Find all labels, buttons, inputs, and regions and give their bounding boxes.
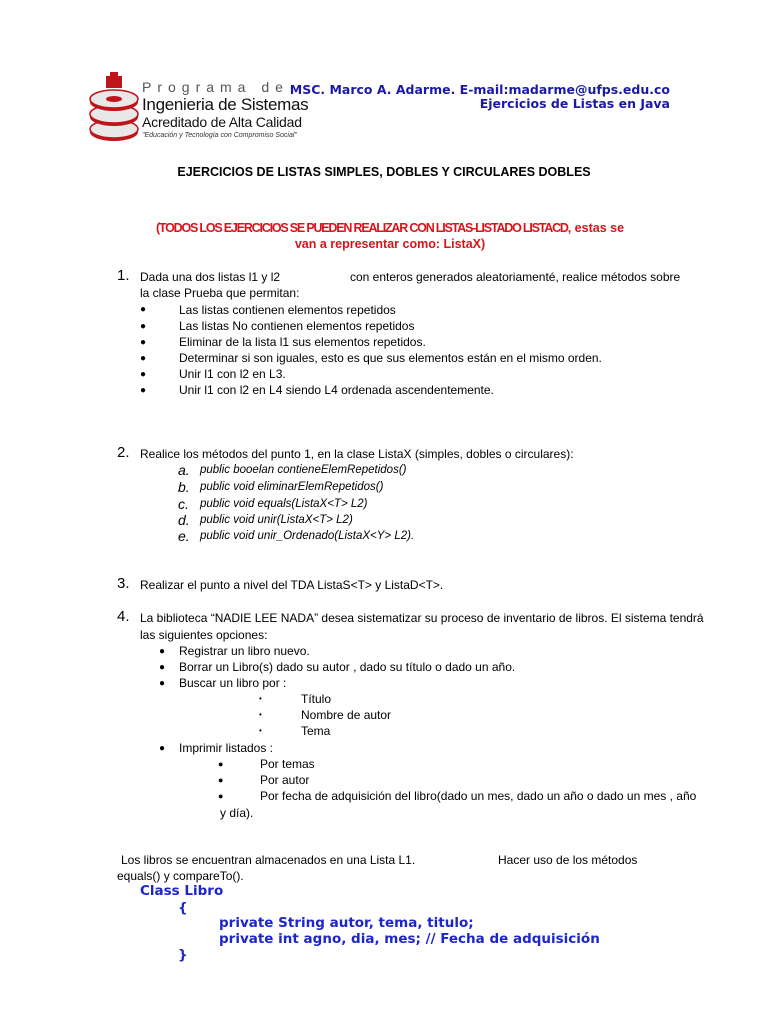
- code-open-brace: {: [178, 900, 188, 916]
- logo-program-name: Ingenieria de Sistemas: [142, 95, 309, 114]
- ex2-letter: c.: [178, 496, 189, 512]
- ex1-item: Las listas No contienen elementos repetidos: [179, 319, 415, 333]
- code-class-line: Class Libro: [140, 883, 224, 899]
- bullet-icon: ●: [159, 662, 166, 673]
- disk-stack-icon: [86, 70, 142, 150]
- bullet-icon: ●: [140, 304, 147, 315]
- note-line2: van a representar como: ListaX): [294, 237, 486, 251]
- ex2-method: public void eliminarElemRepetidos(): [200, 481, 384, 493]
- code-field1: private String autor, tema, titulo;: [219, 915, 474, 931]
- small-bullet-icon: •: [259, 710, 262, 719]
- ex1-item: Unir l1 con l2 en L3.: [179, 367, 286, 381]
- subject-line: Ejercicios de Listas en Java: [479, 96, 670, 111]
- ex1-intro-b: con enteros generados aleatoriamenté, realice métodos sobre: [350, 270, 681, 284]
- note-part1: (TODOS LOS EJERCICIOS SE PUEDEN REALIZAR CON LISTAS-LISTADO LISTACD: [155, 221, 568, 235]
- bullet-icon: ●: [140, 385, 147, 396]
- ex1-intro-a: Dada una dos listas l1 y l2: [140, 270, 281, 284]
- logo-accreditation: Acreditado de Alta Calidad: [142, 114, 302, 130]
- note-block: [90, 220, 690, 252]
- logo-slogan: "Educación y Tecnología con Compromiso Social": [142, 132, 297, 139]
- ex2-letter: e.: [178, 528, 190, 544]
- bullet-icon: ●: [140, 321, 147, 332]
- ex2-method: public void equals(ListaX<T> L2): [200, 498, 368, 510]
- ex4-option: Registrar un libro nuevo.: [179, 644, 310, 658]
- ex2-method: public void unir_Ordenado(ListaX<Y> L2).: [200, 530, 415, 542]
- logo-program-label: Programa de: [142, 79, 289, 95]
- ex2-letter: d.: [178, 512, 190, 528]
- bullet-icon: ●: [218, 775, 224, 785]
- ex1-item: Eliminar de la lista l1 sus elementos repetidos.: [179, 335, 426, 349]
- ex4-intro-a: La biblioteca “NADIE LEE NADA” desea sistematizar su proceso de inventario de libros. El sistema tendrá: [140, 611, 704, 625]
- closing-line1a: Los libros se encuentran almacenados en una Lista L1.: [121, 853, 416, 867]
- bullet-icon: ●: [140, 337, 147, 348]
- ex4-option: Borrar un Libro(s) dado su autor , dado su título o dado un año.: [179, 660, 516, 674]
- ex1-item: Unir l1 con l2 en L4 siendo L4 ordenada ascendentemente.: [179, 383, 494, 397]
- ex2-method: public void unir(ListaX<T> L2): [200, 514, 353, 526]
- small-bullet-icon: •: [259, 694, 262, 703]
- ex1-intro-c: la clase Prueba que permitan:: [140, 286, 300, 300]
- ex2-method: public booelan contieneElemRepetidos(): [200, 464, 407, 476]
- ex1-number: 1.: [117, 267, 130, 284]
- bullet-icon: ●: [140, 353, 147, 364]
- closing-line1b: Hacer uso de los métodos: [498, 853, 638, 867]
- logo-text: [142, 80, 308, 139]
- bullet-icon: ●: [159, 646, 166, 657]
- print-option: Por autor: [260, 773, 310, 787]
- print-option-continuation: y día).: [220, 806, 254, 820]
- note-part2: , estas se: [567, 221, 625, 235]
- ex3-number: 3.: [117, 575, 130, 592]
- search-option: Tema: [301, 724, 331, 738]
- search-option: Nombre de autor: [301, 708, 392, 722]
- bullet-icon: ●: [218, 759, 224, 769]
- ex2-number: 2.: [117, 444, 130, 461]
- ex4-intro-b: las siguientes opciones:: [140, 628, 268, 642]
- ex2-letter: b.: [178, 479, 190, 495]
- ex2-letter: a.: [178, 462, 190, 478]
- code-field2: private int agno, dia, mes; // Fecha de adquisición: [219, 931, 600, 947]
- ex4-number: 4.: [117, 608, 130, 625]
- ex1-item: Las listas contienen elementos repetidos: [179, 303, 396, 317]
- small-bullet-icon: •: [259, 726, 262, 735]
- ex1-item: Determinar si son iguales, esto es que sus elementos están en el mismo orden.: [179, 351, 602, 365]
- ex4-option: Buscar un libro por :: [179, 676, 287, 690]
- bullet-icon: ●: [140, 369, 147, 380]
- ex4-option: Imprimir listados :: [179, 741, 274, 755]
- print-option: Por fecha de adquisición del libro(dado un mes, dado un año o dado un mes , año: [260, 789, 697, 803]
- program-logo: [86, 70, 142, 155]
- ex2-intro: Realice los métodos del punto 1, en la clase ListaX (simples, dobles o circulares):: [140, 447, 574, 461]
- code-close-brace: }: [178, 947, 188, 963]
- document-title: EJERCICIOS DE LISTAS SIMPLES, DOBLES Y CIRCULARES DOBLES: [177, 165, 591, 179]
- bullet-icon: ●: [159, 678, 166, 689]
- bullet-icon: ●: [159, 743, 166, 754]
- print-option: Por temas: [260, 757, 315, 771]
- author-line: MSC. Marco A. Adarme. E-mail:madarme@ufps.edu.co: [289, 82, 670, 97]
- search-option: Título: [301, 692, 332, 706]
- bullet-icon: ●: [218, 791, 224, 801]
- closing-line2: equals() y compareTo().: [117, 869, 244, 883]
- ex3-text: Realizar el punto a nivel del TDA ListaS<T> y ListaD<T>.: [140, 578, 444, 592]
